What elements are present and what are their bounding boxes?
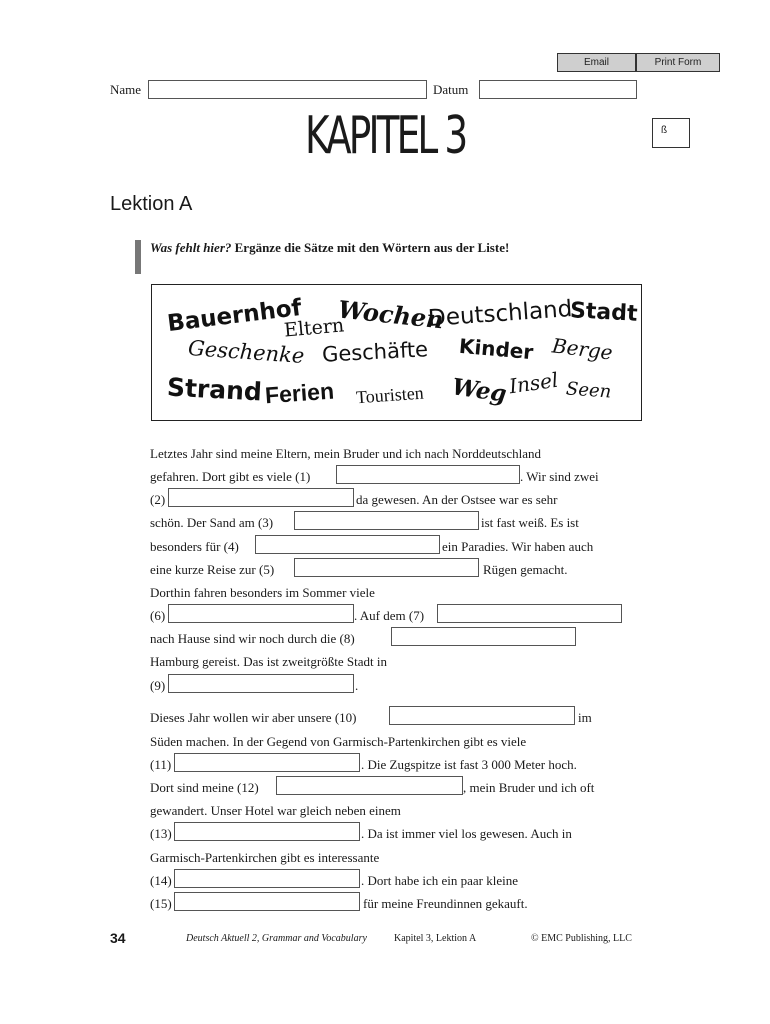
text-line: Süden machen. In der Gegend von Garmisch-Partenkirchen gibt es viele — [150, 734, 527, 749]
answer-field-6[interactable] — [168, 604, 354, 623]
text-line: Letztes Jahr sind meine Eltern, mein Bruder und ich nach Norddeutschland — [150, 446, 541, 461]
text-line: . Dort habe ich ein paar kleine — [361, 873, 519, 888]
text-line: schön. Der Sand am (3) — [150, 515, 274, 530]
text-line: für meine Freundinnen gekauft. — [363, 896, 528, 911]
word-insel: Insel — [507, 367, 560, 399]
word-ferien: Ferien — [264, 377, 335, 409]
answer-field-3[interactable] — [294, 511, 479, 530]
name-label: Name — [110, 82, 142, 97]
word-eltern: Eltern — [283, 314, 346, 342]
answer-field-12[interactable] — [276, 776, 463, 795]
text-line: . Da ist immer viel los gewesen. Auch in — [361, 826, 572, 841]
date-field[interactable] — [479, 80, 637, 99]
text-line: . Wir sind zwei — [520, 469, 599, 484]
answer-field-13[interactable] — [174, 822, 360, 841]
text-line: (2) — [150, 492, 166, 507]
word-stadt: Stadt — [569, 298, 639, 327]
word-deutschland: Deutschland — [427, 295, 574, 333]
email-button[interactable]: Email — [557, 53, 636, 72]
date-label: Datum — [433, 82, 469, 97]
text-line: (11) — [150, 757, 172, 772]
text-line: da gewesen. An der Ostsee war es sehr — [356, 492, 558, 507]
instruction-question: Was fehlt hier? — [150, 240, 232, 255]
text-line: . — [355, 678, 359, 693]
text-line: . Die Zugspitze ist fast 3 000 Meter hoch. — [361, 757, 577, 772]
word-bauernhof: Bauernhof — [165, 294, 304, 338]
footer-book-title: Deutsch Aktuell 2, Grammar and Vocabulary — [186, 933, 367, 944]
word-geschenke: Geschenke — [187, 335, 306, 369]
exercise-instruction — [150, 240, 509, 256]
text-line: ein Paradies. Wir haben auch — [442, 539, 594, 554]
text-line: Rügen gemacht. — [483, 562, 568, 577]
text-line: gewandert. Unser Hotel war gleich neben einem — [150, 803, 401, 818]
text-line: (6) — [150, 608, 166, 623]
word-strand: Strand — [166, 372, 263, 407]
answer-field-7[interactable] — [437, 604, 622, 623]
instruction-text: Ergänze die Sätze mit den Wörtern aus der Liste! — [231, 240, 510, 255]
corner-field[interactable]: ß — [652, 118, 690, 148]
text-line: im — [578, 710, 592, 725]
answer-field-5[interactable] — [294, 558, 479, 577]
text-line: eine kurze Reise zur (5) — [150, 562, 275, 577]
text-line: (9) — [150, 678, 166, 693]
word-seen: Seen — [565, 378, 612, 403]
text-line: . Auf dem (7) — [354, 608, 425, 623]
page-number: 34 — [110, 930, 126, 946]
word-wochen: Wochen — [336, 294, 446, 335]
text-line: Dort sind meine (12) — [150, 780, 259, 795]
answer-field-4[interactable] — [255, 535, 440, 554]
text-line: Hamburg gereist. Das ist zweitgrößte Stadt in — [150, 654, 387, 669]
answer-field-9[interactable] — [168, 674, 354, 693]
text-line: nach Hause sind wir noch durch die (8) — [150, 631, 355, 646]
answer-field-8[interactable] — [391, 627, 576, 646]
text-line: Dieses Jahr wollen wir aber unsere (10) — [150, 710, 357, 725]
text-line: Garmisch-Partenkirchen gibt es interessante — [150, 850, 380, 865]
answer-field-10[interactable] — [389, 706, 575, 725]
word-weg: Weg — [450, 373, 509, 408]
text-line: (13) — [150, 826, 172, 841]
text-line: besonders für (4) — [150, 539, 239, 554]
text-line: gefahren. Dort gibt es viele (1) — [150, 469, 311, 484]
text-line: ist fast weiß. Es ist — [481, 515, 579, 530]
answer-field-11[interactable] — [174, 753, 360, 772]
answer-field-2[interactable] — [168, 488, 354, 507]
text-line: (14) — [150, 873, 172, 888]
print-form-button[interactable]: Print Form — [636, 53, 720, 72]
footer-publisher: © EMC Publishing, LLC — [531, 933, 632, 944]
footer-chapter: Kapitel 3, Lektion A — [394, 933, 477, 944]
text-line: Dorthin fahren besonders im Sommer viele — [150, 585, 375, 600]
word-bank — [151, 284, 642, 421]
word-kinder: Kinder — [458, 333, 535, 365]
answer-field-15[interactable] — [174, 892, 360, 911]
word-geschaefte: Geschäfte — [321, 337, 429, 367]
text-line: , mein Bruder und ich oft — [463, 780, 595, 795]
word-touristen: Touristen — [355, 382, 425, 408]
text-line: (15) — [150, 896, 172, 911]
exercise-number-marker — [135, 240, 141, 274]
word-berge: Berge — [550, 333, 614, 365]
name-field[interactable] — [148, 80, 427, 99]
answer-field-1[interactable] — [336, 465, 520, 484]
answer-field-14[interactable] — [174, 869, 360, 888]
lesson-heading: Lektion A — [110, 193, 193, 215]
page-title: KAPITEL 3 — [305, 106, 466, 166]
